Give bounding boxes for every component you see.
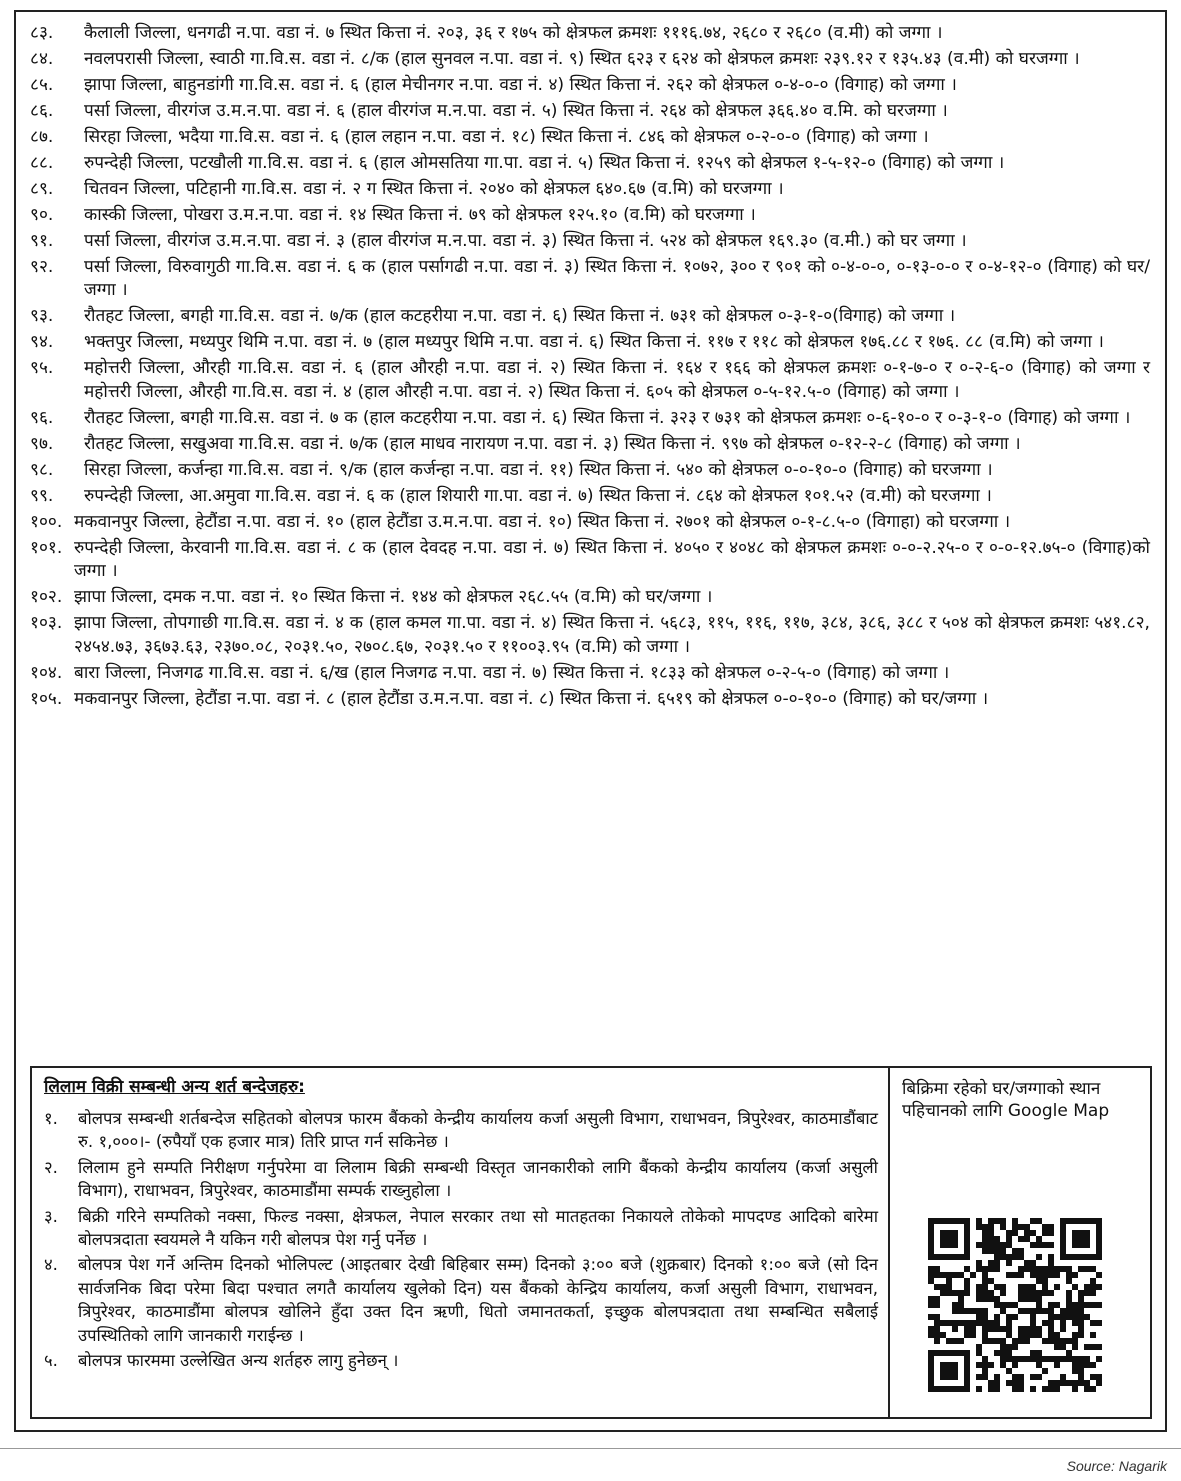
item-text: रुपन्देही जिल्ला, पटखौली गा.वि.स. वडा नं. ६ (हाल ओमसतिया गा.पा. वडा नं. ५) स्थित कित्ता नं. १२५९ को क्षेत्रफल १-५-१२-० (विगाह) को जग्गा । bbox=[84, 153, 1005, 173]
list-item bbox=[30, 407, 1150, 430]
item-number: ९३. bbox=[30, 306, 54, 327]
item-number: १०२. bbox=[30, 587, 63, 608]
item-text: झापा जिल्ला, तोपगाछी गा.वि.स. वडा नं. ४ क (हाल कमल गा.पा. वडा नं. ४) स्थित कित्ता नं. ५६८३, ११५, ११६, ११७, ३८४, ३८६, ३८८ र ५०४ को क्षेत्रफल क्रमशः ५४१.८२, २४५४.७३, ३६७३.६३, २३७०.०८, २०३१.५०, २७०८.६७, २०३१.५० र ११००३.९५ (व.मि) को जग्गा । bbox=[74, 613, 1150, 657]
item-text: चितवन जिल्ला, पटिहानी गा.वि.स. वडा नं. २ ग स्थित कित्ता नं. २०४० को क्षेत्रफल ६४०.६७ (व.मि) को घरजग्गा । bbox=[84, 179, 784, 199]
terms-box bbox=[30, 1066, 1152, 1419]
item-number: ९७. bbox=[30, 433, 54, 454]
item-number: ९२. bbox=[30, 257, 54, 277]
term-number: ४. bbox=[44, 1255, 58, 1275]
term-text: बोलपत्र फारममा उल्लेखित अन्य शर्तहरु लागु हुनेछन् । bbox=[78, 1351, 399, 1371]
item-text: महोत्तरी जिल्ला, औरही गा.वि.स. वडा नं. ६ (हाल औरही न.पा. वडा नं. २) स्थित कित्ता नं. १६४ र १६६ को क्षेत्रफल क्रमशः ०-१-७-० र ०-२-६-० (विगाह) को जग्गा र महोत्तरी जिल्ला, औरही गा.वि.स. वडा नं. ४ (हाल औरही न.पा. वडा नं. २) स्थित कित्ता नं. ६०५ को क्षेत्रफल ०-५-१२.५-० (विगाह) को जग्गा । bbox=[84, 358, 1150, 402]
list-item bbox=[30, 48, 1150, 71]
list-item bbox=[30, 331, 1150, 354]
list-item bbox=[30, 22, 1150, 45]
list-item bbox=[30, 433, 1150, 456]
item-text: रौतहट जिल्ला, सखुअवा गा.वि.स. वडा नं. ७/क (हाल माधव नारायण न.पा. वडा नं. ३) स्थित कित्ता नं. ९९७ को क्षेत्रफल ०-१२-२-८ (विगाह) को जग्गा । bbox=[84, 433, 1021, 454]
item-number: ८९. bbox=[30, 179, 54, 199]
item-number: ९१. bbox=[30, 231, 54, 251]
term-number: ५. bbox=[44, 1351, 58, 1371]
term-number: १. bbox=[44, 1109, 58, 1128]
term-item bbox=[44, 1253, 878, 1347]
list-item bbox=[30, 126, 1150, 149]
item-number: ८६. bbox=[30, 101, 54, 121]
item-text: रुपन्देही जिल्ला, आ.अमुवा गा.वि.स. वडा नं. ६ क (हाल शियारी गा.पा. वडा नं. ७) स्थित कित्ता नं. ८६४ को क्षेत्रफल १०१.५२ (व.मी) को घरजग्गा । bbox=[84, 485, 992, 506]
list-item bbox=[30, 305, 1150, 328]
item-number: ८४. bbox=[30, 49, 54, 69]
item-text: पर्सा जिल्ला, विरुवागुठी गा.वि.स. वडा नं. ६ क (हाल पर्सागढी न.पा. वडा नं. ३) स्थित कित्ता नं. १०७२, ३०० र ९०१ को ०-४-०-०, ०-१३-०-० र ०-४-१२-० (विगाह) को घर/जग्गा । bbox=[84, 257, 1150, 301]
term-item bbox=[44, 1107, 878, 1154]
item-text: नवलपरासी जिल्ला, स्वाठी गा.वि.स. वडा नं. ८/क (हाल सुनवल न.पा. वडा नं. ९) स्थित ६२३ र ६२४ को क्षेत्रफल क्रमशः २३९.१२ र १३५.४३ (व.मी) को घरजग्गा । bbox=[84, 49, 1080, 69]
term-item bbox=[44, 1205, 878, 1252]
list-item bbox=[30, 688, 1150, 711]
term-item bbox=[44, 1349, 878, 1372]
list-item bbox=[30, 74, 1150, 97]
terms-section bbox=[32, 1068, 890, 1417]
footer-divider bbox=[0, 1448, 1181, 1449]
item-text: रुपन्देही जिल्ला, केरवानी गा.वि.स. वडा नं. ८ क (हाल देवदह न.पा. वडा नं. ७) स्थित कित्ता नं. ४०५० र ४०४८ को क्षेत्रफल क्रमशः ०-०-२.२५-० र ०-०-१२.७५-० (विगाह)को जग्गा । bbox=[74, 537, 1150, 582]
item-number: १०३. bbox=[30, 613, 63, 634]
item-text: सिरहा जिल्ला, भदैया गा.वि.स. वडा नं. ६ (हाल लहान न.पा. वडा नं. १८) स्थित कित्ता नं. ८४६ को क्षेत्रफल ०-२-०-० (विगाह) को जग्गा । bbox=[84, 127, 929, 147]
list-item bbox=[30, 662, 1150, 685]
map-label: बिक्रिमा रहेको घर/जग्गाको स्थान पहिचानको लागि Google Map bbox=[902, 1079, 1110, 1121]
item-number: १०५. bbox=[30, 688, 63, 709]
terms-title: लिलाम विक्री सम्बन्धी अन्य शर्त बन्देजहरु: bbox=[44, 1077, 305, 1097]
property-list bbox=[30, 22, 1150, 714]
list-item bbox=[30, 586, 1150, 609]
item-text: झापा जिल्ला, दमक न.पा. वडा नं. १० स्थित कित्ता नं. १४४ को क्षेत्रफल २६८.५५ (व.मि) को घर/जग्गा । bbox=[74, 587, 713, 608]
item-number: ९९. bbox=[30, 485, 54, 506]
item-number: ९४. bbox=[30, 332, 54, 353]
list-item bbox=[30, 152, 1150, 175]
list-item bbox=[30, 459, 1150, 482]
item-text: रौतहट जिल्ला, बगही गा.वि.स. वडा नं. ७ क (हाल कटहरीया न.पा. वडा नं. ६) स्थित कित्ता नं. ३२३ र ७३१ को क्षेत्रफल क्रमशः ०-६-१०-० र ०-३-१-० (विगाह) को जग्गा । bbox=[84, 407, 1131, 428]
item-number: ८५. bbox=[30, 75, 54, 95]
item-text: कास्की जिल्ला, पोखरा उ.म.न.पा. वडा नं. १४ स्थित कित्ता नं. ७९ को क्षेत्रफल १२५.१० (व.मि) को घरजग्गा । bbox=[84, 205, 756, 225]
item-text: झापा जिल्ला, बाहुनडांगी गा.वि.स. वडा नं. ६ (हाल मेचीनगर न.पा. वडा नं. ४) स्थित कित्ता नं. २६२ को क्षेत्रफल ०-४-०-० (विगाह) को जग्गा । bbox=[84, 75, 957, 95]
item-number: ८८. bbox=[30, 153, 54, 173]
item-text: पर्सा जिल्ला, वीरगंज उ.म.न.पा. वडा नं. ३ (हाल वीरगंज म.न.पा. वडा नं. ३) स्थित कित्ता नं. ५२४ को क्षेत्रफल १६९.३० (व.मी.) को घर जग्गा । bbox=[84, 231, 967, 251]
item-text: कैलाली जिल्ला, धनगढी न.पा. वडा नं. ७ स्थित कित्ता नं. २०३, ३६ र १७५ को क्षेत्रफल क्रमशः १११६.७४, २६८० र २६८० (व.मी) को जग्गा । bbox=[84, 23, 943, 43]
item-text: बारा जिल्ला, निजगढ गा.वि.स. वडा नं. ६/ख (हाल निजगढ न.पा. वडा नं. ७) स्थित कित्ता नं. १८३३ को क्षेत्रफल ०-२-५-० (विगाह) को जग्गा । bbox=[74, 662, 950, 683]
item-text: सिरहा जिल्ला, कर्जन्हा गा.वि.स. वडा नं. ९/क (हाल कर्जन्हा न.पा. वडा नं. ११) स्थित कित्ता नं. ५४० को क्षेत्रफल ०-०-१०-० (विगाह) को घरजग्गा । bbox=[84, 459, 993, 480]
term-text: बोलपत्र पेश गर्ने अन्तिम दिनको भोलिपल्ट (आइतबार देखी बिहिबार सम्म) दिनको ३:०० बजे (शुक्रबार) दिनको १:०० बजे (सो दिन सार्वजनिक बिदा परेमा बिदा पश्चात लगतै कार्यालय खुलेको दिन) यस बैंकको केन्द्रिय कार्यालय, कर्जा असुली विभाग, राधाभवन, त्रिपुरेश्वर, काठमाडौंमा बोलपत्र खोलिने हुँदा उक्त दिन ऋणी, धितो जमानतकर्ता, इच्छुक बोलपत्रदाता तथा सम्बन्धित सबैलाई उपस्थितिको लागि जानकारी गराईन्छ । bbox=[78, 1255, 878, 1345]
list-item bbox=[30, 511, 1150, 534]
terms-list bbox=[44, 1107, 878, 1372]
item-number: ९८. bbox=[30, 459, 54, 480]
item-text: रौतहट जिल्ला, बगही गा.वि.स. वडा नं. ७/क (हाल कटहरीया न.पा. वडा नं. ६) स्थित कित्ता नं. ७३१ को क्षेत्रफल ०-३-१-०(विगाह) को जग्गा । bbox=[84, 306, 956, 327]
qr-code-icon[interactable] bbox=[928, 1218, 1102, 1392]
source-credit: Source: Nagarik bbox=[1066, 1458, 1167, 1474]
item-text: मकवानपुर जिल्ला, हेटौंडा न.पा. वडा नं. ८ (हाल हेटौंडा उ.म.न.पा. वडा नं. ८) स्थित कित्ता नं. ६५१९ को क्षेत्रफल ०-०-१०-० (विगाह) को घर/जग्गा । bbox=[74, 688, 989, 709]
list-item bbox=[30, 612, 1150, 659]
item-number: ८७. bbox=[30, 127, 54, 147]
item-number: ९६. bbox=[30, 407, 54, 428]
item-number: १००. bbox=[30, 511, 63, 532]
list-item bbox=[30, 256, 1150, 303]
list-item bbox=[30, 485, 1150, 508]
item-number: ९०. bbox=[30, 205, 54, 225]
item-text: मकवानपुर जिल्ला, हेटौंडा न.पा. वडा नं. १० (हाल हेटौंडा उ.म.न.पा. वडा नं. १०) स्थित कित्ता नं. २७०१ को क्षेत्रफल ०-१-८.५-० (विगाहा) को घरजग्गा । bbox=[74, 511, 1011, 532]
term-text: बिक्री गरिने सम्पतिको नक्सा, फिल्ड नक्सा, क्षेत्रफल, नेपाल सरकार तथा सो मातहतका निकायले तोकेको मापदण्ड आदिको बारेमा बोलपत्रदाता स्वयमले नै यकिन गरी बोलपत्र पेश गर्नु पर्नेछ । bbox=[78, 1206, 878, 1250]
list-item bbox=[30, 357, 1150, 404]
item-number: ८३. bbox=[30, 23, 54, 43]
term-text: बोलपत्र सम्बन्धी शर्तबन्देज सहितको बोलपत्र फारम बैंकको केन्द्रीय कार्यालय कर्जा असुली विभाग, राधाभवन, त्रिपुरेश्वर, काठमाडौंबाट रु. १,०००।- (रुपैयाँ एक हजार मात्र) तिरि प्राप्त गर्न सकिनेछ । bbox=[78, 1109, 878, 1152]
item-number: १०१. bbox=[30, 537, 63, 558]
list-item bbox=[30, 178, 1150, 201]
item-text: भक्तपुर जिल्ला, मध्यपुर थिमि न.पा. वडा नं. ७ (हाल मध्यपुर थिमि न.पा. वडा नं. ६) स्थित कित्ता नं. ११७ र ११८ को क्षेत्रफल १७६.८८ र १७६. ८८ (व.मि) को जग्गा । bbox=[84, 332, 1104, 353]
list-item bbox=[30, 204, 1150, 227]
map-section bbox=[892, 1068, 1150, 1417]
term-number: ३. bbox=[44, 1206, 58, 1226]
term-number: २. bbox=[44, 1157, 58, 1177]
list-item bbox=[30, 100, 1150, 123]
term-item bbox=[44, 1156, 878, 1203]
item-number: १०४. bbox=[30, 662, 63, 683]
term-text: लिलाम हुने सम्पति निरीक्षण गर्नुपरेमा वा लिलाम बिक्री सम्बन्धी विस्तृत जानकारीको लागि बैंकको केन्द्रीय कार्यालय (कर्जा असुली विभाग), राधाभवन, त्रिपुरेश्वर, काठमाडौंमा सम्पर्क राख्नुहोला । bbox=[78, 1157, 878, 1201]
item-text: पर्सा जिल्ला, वीरगंज उ.म.न.पा. वडा नं. ६ (हाल वीरगंज म.न.पा. वडा नं. ५) स्थित कित्ता नं. २६४ को क्षेत्रफल ३६६.४० व.मि. को घरजग्गा । bbox=[84, 101, 948, 121]
item-number: ९५. bbox=[30, 358, 54, 379]
list-item bbox=[30, 230, 1150, 253]
list-item bbox=[30, 537, 1150, 584]
